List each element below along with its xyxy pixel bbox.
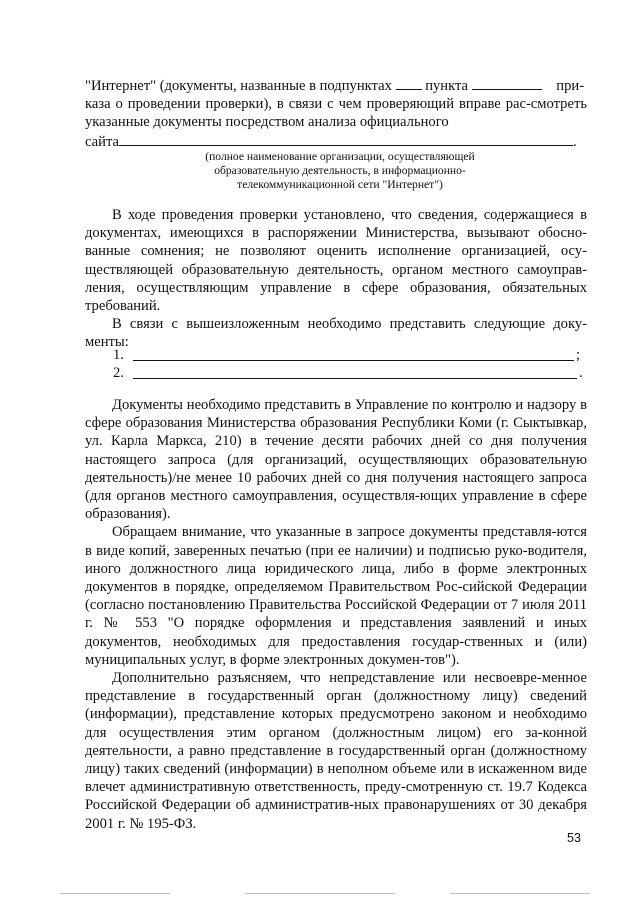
list-item-1-blank: [133, 360, 574, 361]
site-label: сайта: [85, 133, 119, 150]
request-paragraph: В связи с вышеизложенным необходимо представить следующие доку-менты:: [85, 316, 587, 351]
scan-artifact-line: [60, 893, 170, 894]
point-blank: [472, 76, 542, 90]
intro-text-a: "Интернет" (документы, названные в подпунктах: [85, 78, 392, 94]
subpoints-blank: [396, 76, 422, 90]
scan-artifact-line: [245, 893, 395, 894]
liability-paragraph: Дополнительно разъясняем, что непредставление или несвоевре-менное представление в государственный орган (должностному лицу) сведений (информации), представление которых предусмотрено законом и необходимо для осуществления этим органом (должностным лицом) его за-конной деятельности, а равно представление в государственный орган (должностному лицу) таких сведений (информации) в неполном объеме или в искаженном виде влечет административную ответственность, преду-смотренную ст. 19.7 Кодекса Российской Федерации об административ-ных правонарушениях от 30 декабря 2001 г. № 195-ФЗ.: [85, 670, 587, 832]
list-item-1-end: ;: [576, 347, 581, 363]
intro-text-c: при-: [556, 78, 585, 94]
body-section: [85, 396, 587, 833]
intro-first-line: [85, 76, 587, 95]
list-item-1-number: 1.: [113, 347, 124, 363]
list-item-2-end: .: [579, 365, 583, 381]
caption-line-1: (полное наименование организации, осуществляющей: [205, 150, 475, 163]
copies-paragraph: Обращаем внимание, что указанные в запросе документы представля-ются в виде копий, заверенных печатью (при ее наличии) и подписью руко-водителя, иного должностного лица юридического лица, либо в форме электронных документов в порядке, определяемом Правительством Рос-сийской Федерации (согласно постановлению Правительства Российской Федерации от 7 июля 2011 г. № 553 "О порядке оформления и представления заявлений и иных документов, необходимых для предоставления государ-ственных и (или) муниципальных услуг, в форме электронных докумен-тов").: [85, 524, 587, 668]
caption-line-2: образовательную деятельность, в информационно-: [214, 164, 466, 177]
site-caption: [150, 150, 530, 192]
list-item-2-number: 2.: [113, 365, 124, 381]
deadline-paragraph: Документы необходимо представить в Управление по контролю и надзору в сфере образования Министерства образования Республики Коми (г. Сыктывкар, ул. Карла Маркса, 210) в течение десяти рабочих дней со дня получения настоящего запроса (для организаций, осуществляющих образовательную деятельность)/не менее 10 рабочих дней со дня получения настоящего запроса (для органов местного самоуправления, осуществля-ющих управление в сфере образования).: [85, 397, 587, 523]
site-line: [85, 132, 587, 151]
scan-artifact-line: [450, 893, 590, 894]
caption-line-3: телекоммуникационной сети "Интернет"): [237, 178, 443, 191]
findings-section: [85, 206, 587, 352]
intro-paragraph: [85, 76, 587, 151]
intro-text-b: пункта: [425, 78, 469, 94]
site-blank: [119, 132, 573, 146]
intro-rest: каза о проведении проверки), в связи с чем проверяющий вправе рас-смотреть указанные документы посредством анализа официального: [85, 96, 587, 131]
list-item-2-blank: [133, 378, 577, 379]
site-end: .: [572, 133, 577, 150]
page-number: 53: [567, 831, 581, 845]
findings-paragraph: В ходе проведения проверки установлено, что сведения, содержащиеся в документах, имеющихся в распоряжении Министерства, вызывают обосно-ванные сомнения; не позволяют оценить исполнение организацией, осу-ществляющей образовательную деятельность, органом местного самоуправ-ления, осуществляющим управление в сфере образования, обязательных требований.: [85, 207, 587, 315]
